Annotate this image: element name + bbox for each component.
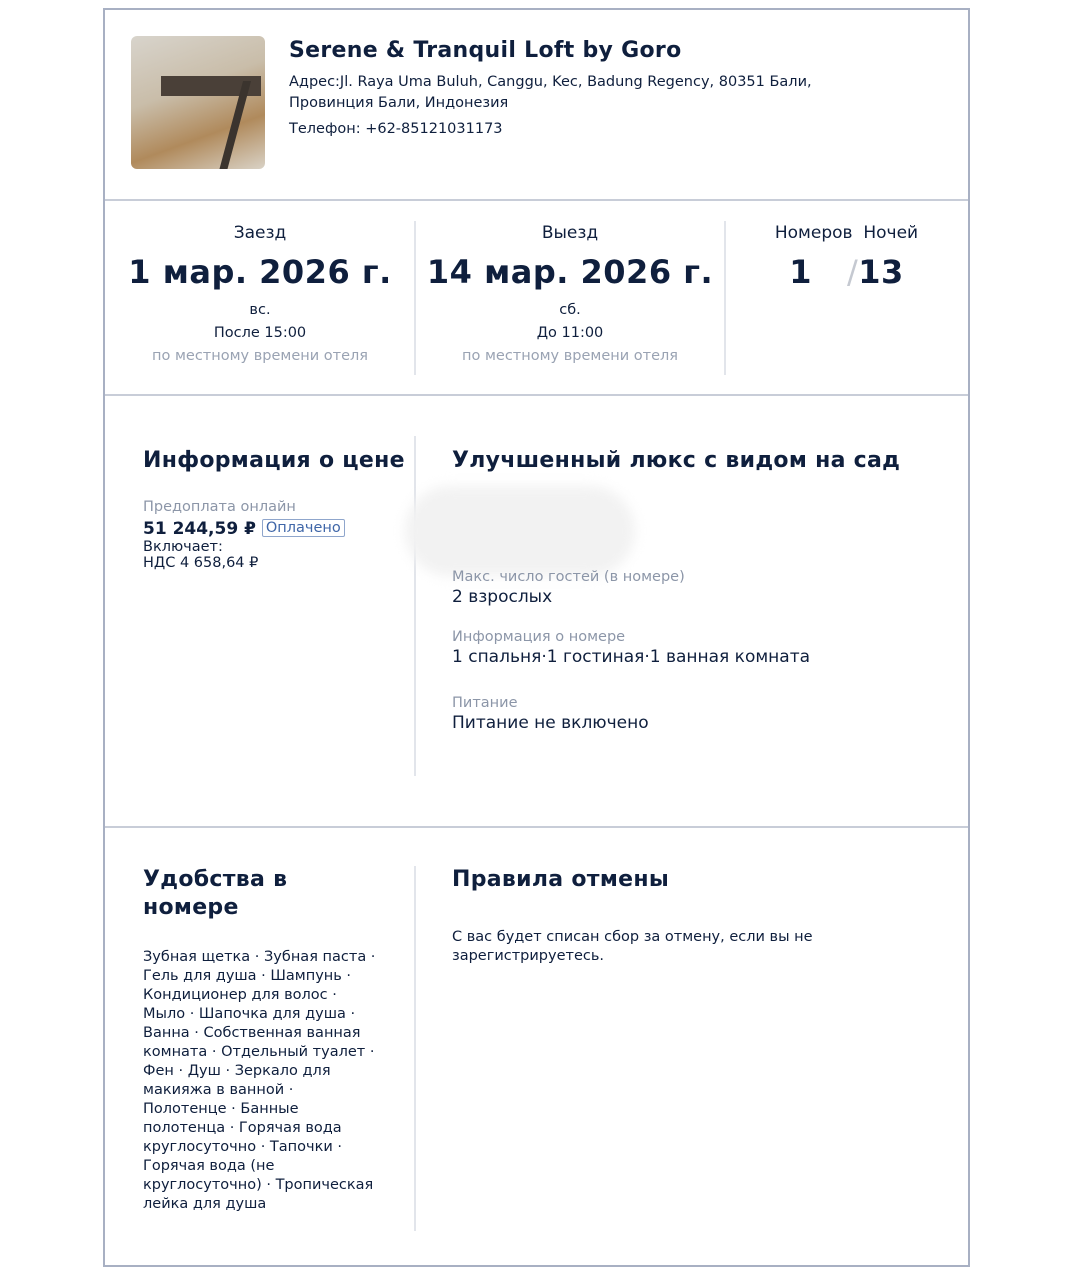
vat: НДС 4 658,64 ₽ bbox=[143, 555, 259, 571]
checkout-date: 14 мар. 2026 г. bbox=[426, 253, 714, 291]
includes-label: Включает: bbox=[143, 539, 223, 555]
room-info: 1 спальня·1 гостиная·1 ванная комната bbox=[452, 647, 811, 667]
prepay-label: Предоплата онлайн bbox=[143, 499, 296, 515]
nights-count: 13 bbox=[858, 253, 904, 291]
guests: 2 взрослых bbox=[452, 587, 553, 607]
rooms-label: Номеров bbox=[774, 223, 853, 243]
rooms-nights bbox=[725, 221, 968, 375]
meal: Питание не включено bbox=[452, 713, 649, 733]
checkout bbox=[415, 221, 725, 375]
price-room-section bbox=[105, 396, 968, 828]
paid-badge: Оплачено bbox=[262, 519, 345, 537]
room-info-label: Информация о номере bbox=[452, 629, 626, 645]
checkin-time: После 15:00 bbox=[213, 325, 307, 341]
separator: / bbox=[846, 253, 859, 291]
checkout-note: по местному времени отеля bbox=[462, 348, 678, 364]
hotel-photo bbox=[131, 36, 265, 169]
price-title: Информация о цене bbox=[143, 448, 405, 473]
checkin-weekday: вс. bbox=[249, 302, 271, 318]
checkin-date: 1 мар. 2026 г. bbox=[128, 253, 392, 291]
amenities-title: Удобства в номере bbox=[143, 867, 288, 920]
checkin bbox=[105, 221, 415, 375]
cancel-title: Правила отмены bbox=[452, 867, 670, 892]
stay-dates bbox=[105, 201, 968, 396]
checkout-label: Выезд bbox=[541, 223, 599, 243]
guests-label: Макс. число гостей (в номере) bbox=[452, 569, 685, 585]
nights-label: Ночей bbox=[863, 223, 919, 243]
hotel-address: Адрес:Jl. Raya Uma Buluh, Canggu, Kec, Badung Regency, 80351 Бали, Провинция Бали, Индонезия bbox=[289, 74, 812, 111]
checkin-label: Заезд bbox=[233, 223, 287, 243]
rooms-count: 1 bbox=[789, 253, 813, 291]
meal-label: Питание bbox=[452, 695, 518, 711]
booking-voucher bbox=[103, 8, 970, 1267]
amenities-cancel-section bbox=[105, 828, 968, 1267]
checkout-weekday: сб. bbox=[559, 302, 581, 318]
price-amount: 51 244,59 ₽ bbox=[143, 519, 256, 539]
cancel-text: С вас будет списан сбор за отмену, если вы не зарегистрируетесь. bbox=[452, 929, 813, 964]
amenities-list: Зубная щетка · Зубная паста · Гель для душа · Шампунь · Кондиционер для волос · Мыло · Шапочка для душа · Ванна · Собственная ванная комната · Отдельный туалет · Фен · Душ · Зеркало для макияжа в ванной · Полотенце · Банные полотенца · Горячая вода круглосуточно · Тапочки · Горячая вода (не круглосуточно) · Тропическая лейка для душа bbox=[143, 949, 376, 1212]
hotel-phone: Телефон: +62-85121031173 bbox=[289, 121, 503, 137]
hotel-name: Serene & Tranquil Loft by Goro bbox=[289, 38, 682, 63]
checkout-time: До 11:00 bbox=[536, 325, 604, 341]
hotel-header bbox=[105, 10, 968, 201]
checkin-note: по местному времени отеля bbox=[152, 348, 368, 364]
room-title: Улучшенный люкс с видом на сад bbox=[452, 448, 901, 473]
